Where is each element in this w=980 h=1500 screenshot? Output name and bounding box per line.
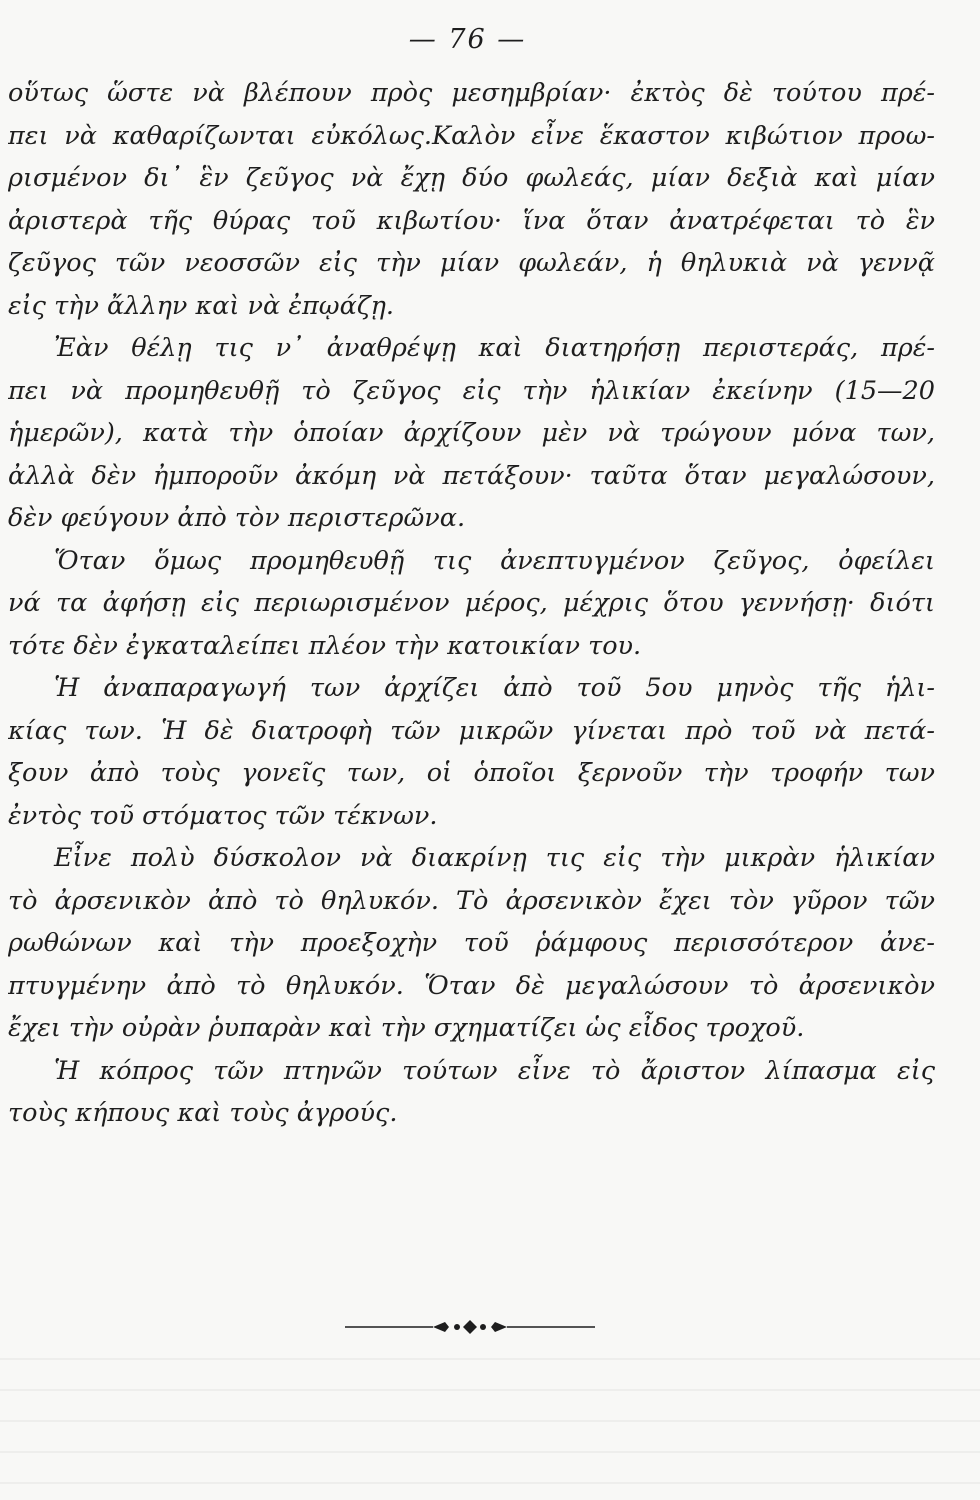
text-line: ἀριστερὰ τῆς θύρας τοῦ κιβωτίου· ἵνα ὅταν ἀνατρέφεται τὸ ἓν (8, 205, 935, 236)
text-line: ξουν ἀπὸ τοὺς γονεῖς των, οἱ ὁποῖοι ξερνοῦν τὴν τροφήν των (8, 758, 935, 788)
text-line: Ὅταν ὅμως προμηθευθῇ τις ἀνεπτυγμένον ζεῦγος, ὀφείλει (54, 545, 935, 576)
text-line: ἡμερῶν), κατὰ τὴν ὁποίαν ἀρχίζουν μὲν νὰ τρώγουν μόνα των, (8, 418, 935, 448)
page-number: — 76 — (408, 24, 527, 55)
text-line: πτυγμένην ἀπὸ τὸ θηλυκόν. Ὅταν δὲ μεγαλώσουν τὸ ἀρσενικὸν (8, 970, 935, 1001)
text-line: ρωθώνων καὶ τὴν προεξοχὴν τοῦ ῥάμφους περισσότερον ἀνε- (8, 928, 935, 958)
text-line: εἰς τὴν ἄλλην καὶ νὰ ἐπῳάζῃ. (8, 290, 395, 321)
text-line: Εἶνε πολὺ δύσκολον νὰ διακρίνῃ τις εἰς τὴν μικρὰν ἡλικίαν (54, 843, 935, 873)
fleuron-divider-icon (345, 1316, 595, 1338)
text-line: οὕτως ὥστε νὰ βλέπουν πρὸς μεσημβρίαν· ἐκτὸς δὲ τούτου πρέ- (8, 78, 935, 108)
text-line: δὲν φεύγουν ἀπὸ τὸν περιστερῶνα. (8, 503, 466, 533)
body-text (8, 72, 935, 1135)
text-line: νά τα ἀφήσῃ εἰς περιωρισμένον μέρος, μέχρις ὅτου γεννήσῃ· διότι (8, 588, 935, 618)
text-line: ζεῦγος τῶν νεοσσῶν εἰς τὴν μίαν φωλεάν, ἡ θηλυκιὰ νὰ γεννᾷ (8, 248, 935, 278)
text-line: Ἡ κόπρος τῶν πτηνῶν τούτων εἶνε τὸ ἄριστον λίπασμα εἰς (54, 1055, 935, 1086)
text-line: κίας των. Ἡ δὲ διατροφὴ τῶν μικρῶν γίνεται πρὸ τοῦ νὰ πετά- (8, 715, 935, 746)
text-line: πει νὰ προμηθευθῇ τὸ ζεῦγος εἰς τὴν ἡλικίαν ἐκείνην (15—20 (8, 375, 935, 406)
text-line: τὸ ἀρσενικὸν ἀπὸ τὸ θηλυκόν. Τὸ ἀρσενικὸν ἔχει τὸν γῦρον τῶν (8, 885, 935, 916)
text-line: ἀλλὰ δὲν ἠμποροῦν ἀκόμη νὰ πετάξουν· ταῦτα ὅταν μεγαλώσουν, (8, 460, 935, 491)
text-line: πει νὰ καθαρίζωνται εὐκόλως.Καλὸν εἶνε ἕκαστον κιβώτιον προω- (8, 120, 935, 151)
text-line: Ἡ ἀναπαραγωγή των ἀρχίζει ἀπὸ τοῦ 5ου μηνὸς τῆς ἡλι- (54, 673, 935, 703)
text-line: ρισμένον δι᾿ ἓν ζεῦγος νὰ ἔχῃ δύο φωλεάς, μίαν δεξιὰ καὶ μίαν (8, 163, 935, 193)
text-line: ἐντὸς τοῦ στόματος τῶν τέκνων. (8, 800, 438, 831)
text-line: τοὺς κήπους καὶ τοὺς ἀγρούς. (8, 1098, 398, 1128)
text-line: ἔχει τὴν οὐρὰν ῥυπαρὰν καὶ τὴν σχηματίζει ὡς εἶδος τροχοῦ. (8, 1013, 805, 1043)
text-line: Ἐὰν θέλῃ τις ν᾿ ἀναθρέψῃ καὶ διατηρήσῃ περιστεράς, πρέ- (54, 333, 935, 363)
page-bleed-through (0, 1340, 980, 1500)
text-line: τότε δὲν ἐγκαταλείπει πλέον τὴν κατοικίαν του. (8, 630, 642, 661)
